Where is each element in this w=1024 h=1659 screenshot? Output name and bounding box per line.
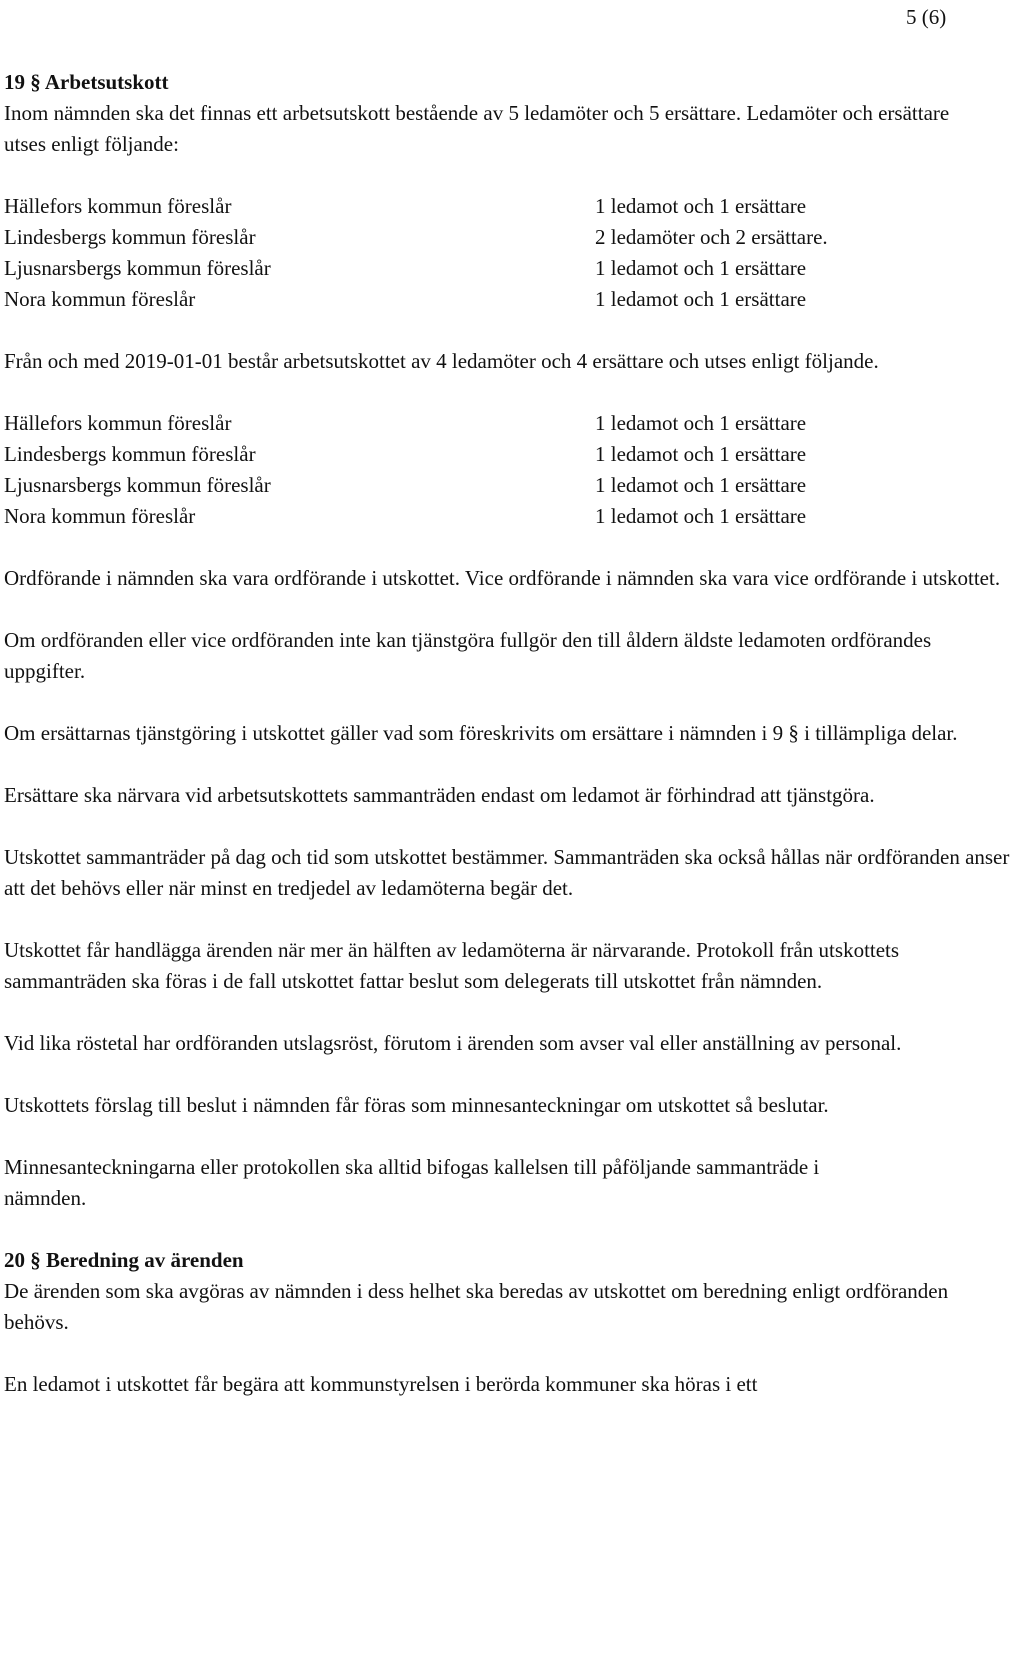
consultation-paragraph: En ledamot i utskottet får begära att kommunstyrelsen i berörda kommuner ska höras i ett bbox=[4, 1372, 758, 1396]
chair-absence-paragraph: Om ordföranden eller vice ordföranden inte kan tjänstgöra fullgör den till åldern äldste ledamoten ordförandes uppgifter. bbox=[4, 628, 932, 683]
seats: 1 ledamot och 1 ersättare bbox=[595, 411, 807, 435]
seats: 1 ledamot och 1 ersättare bbox=[595, 473, 807, 497]
allocation-row bbox=[4, 191, 1022, 222]
municipality: Lindesbergs kommun föreslår bbox=[4, 442, 256, 466]
chair-paragraph: Ordförande i nämnden ska vara ordförande i utskottet. Vice ordförande i nämnden ska vara vice ordförande i utskottet. bbox=[4, 566, 1001, 590]
municipality: Lindesbergs kommun föreslår bbox=[4, 225, 256, 249]
meetings-paragraph: Utskottet sammanträder på dag och tid som utskottet bestämmer. Sammanträden ska också hållas när ordföranden anser att det behövs eller när minst en tredjedel av ledamöterna begär det. bbox=[4, 845, 1010, 900]
section-20-heading: 20 § Beredning av ärenden bbox=[4, 1248, 244, 1272]
seats: 1 ledamot och 1 ersättare bbox=[595, 287, 807, 311]
allocation-row bbox=[4, 284, 1022, 315]
allocation-table-1 bbox=[4, 191, 1022, 315]
allocation-row bbox=[4, 501, 1022, 532]
section-19-heading: 19 § Arbetsutskott bbox=[4, 70, 169, 94]
minutes-paragraph: Minnesanteckningarna eller protokollen ska alltid bifogas kallelsen till påföljande sammanträde i nämnden. bbox=[4, 1155, 820, 1210]
casting-vote-paragraph: Vid lika röstetal har ordföranden utslagsröst, förutom i ärenden som avser val eller anställning av personal. bbox=[4, 1031, 902, 1055]
municipality: Nora kommun föreslår bbox=[4, 287, 196, 311]
seats: 1 ledamot och 1 ersättare bbox=[595, 504, 807, 528]
substitutes-paragraph: Om ersättarnas tjänstgöring i utskottet gäller vad som föreskrivits om ersättare i nämnden i 9 § i tillämpliga delar. bbox=[4, 721, 958, 745]
allocation-table-2 bbox=[4, 408, 1022, 532]
municipality: Hällefors kommun föreslår bbox=[4, 411, 232, 435]
substitute-attendance-paragraph: Ersättare ska närvara vid arbetsutskottets sammanträden endast om ledamot är förhindrad att tjänstgöra. bbox=[4, 783, 875, 807]
section-19-intro: Inom nämnden ska det finnas ett arbetsutskott bestående av 5 ledamöter och 5 ersättare. Ledamöter och ersättare utses enligt följande: bbox=[4, 101, 950, 156]
allocation-row bbox=[4, 253, 1022, 284]
municipality: Ljusnarsbergs kommun föreslår bbox=[4, 473, 271, 497]
municipality: Ljusnarsbergs kommun föreslår bbox=[4, 256, 271, 280]
seats: 1 ledamot och 1 ersättare bbox=[595, 442, 807, 466]
quorum-paragraph: Utskottet får handlägga ärenden när mer än hälften av ledamöterna är närvarande. Protokoll från utskottets sammanträden ska föras i de fall utskottet fattar beslut som delegerats till utskottet från nämnden. bbox=[4, 938, 900, 993]
proposals-paragraph: Utskottets förslag till beslut i nämnden får föras som minnesanteckningar om utskottet så beslutar. bbox=[4, 1093, 829, 1117]
seats: 2 ledamöter och 2 ersättare. bbox=[595, 225, 828, 249]
from-2019-paragraph: Från och med 2019-01-01 består arbetsutskottet av 4 ledamöter och 4 ersättare och utses enligt följande. bbox=[4, 349, 879, 373]
seats: 1 ledamot och 1 ersättare bbox=[595, 194, 807, 218]
page-number: 5 (6) bbox=[906, 5, 947, 29]
seats: 1 ledamot och 1 ersättare bbox=[595, 256, 807, 280]
allocation-row bbox=[4, 470, 1022, 501]
allocation-row bbox=[4, 222, 1022, 253]
allocation-row bbox=[4, 408, 1022, 439]
preparation-paragraph: De ärenden som ska avgöras av nämnden i dess helhet ska beredas av utskottet om beredning enligt ordföranden behövs. bbox=[4, 1279, 949, 1334]
municipality: Hällefors kommun föreslår bbox=[4, 194, 232, 218]
document-body bbox=[4, 67, 1022, 1400]
allocation-row bbox=[4, 439, 1022, 470]
municipality: Nora kommun föreslår bbox=[4, 504, 196, 528]
